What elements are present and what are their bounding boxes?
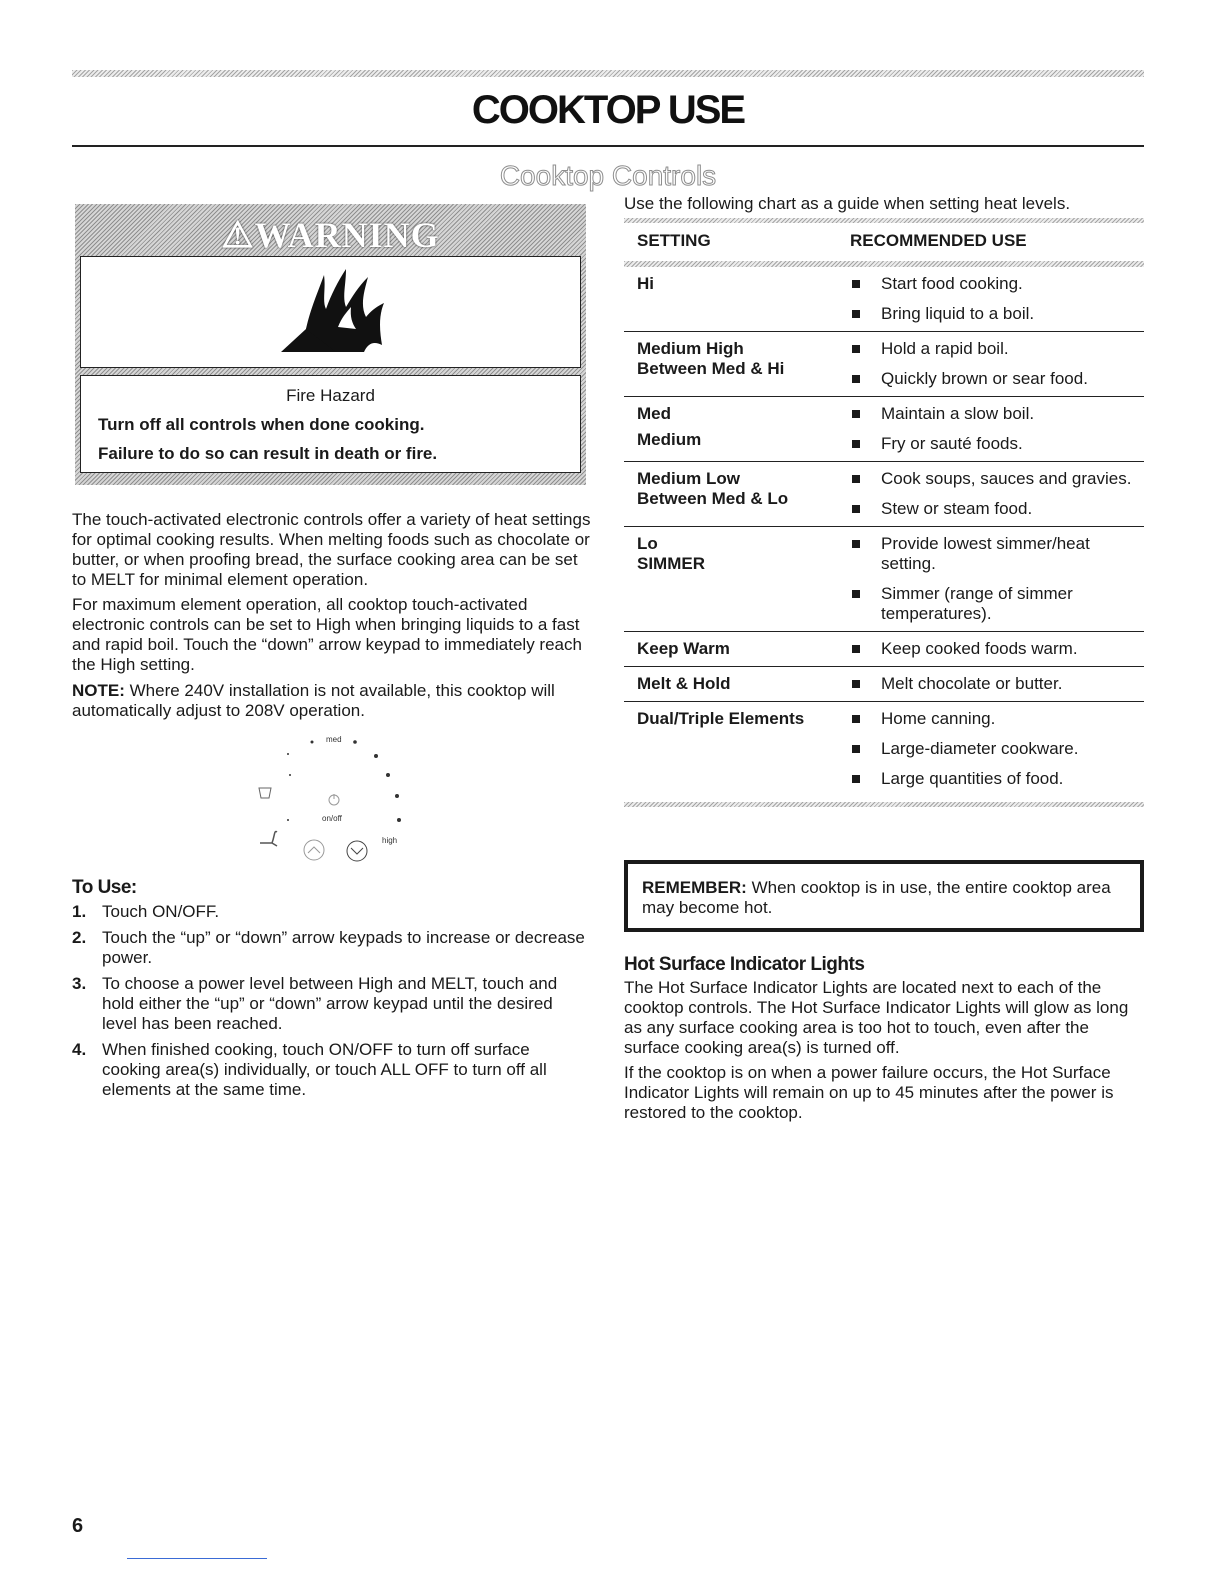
table-bottom-bar xyxy=(624,802,1144,807)
use-text: Bring liquid to a boil. xyxy=(881,304,1035,323)
setting-name: Med xyxy=(637,404,671,423)
step-text: Touch ON/OFF. xyxy=(102,902,220,921)
use-text: Cook soups, sauces and gravies. xyxy=(881,469,1132,488)
hazard-title: Fire Hazard xyxy=(286,386,375,405)
max-operation-paragraph: For maximum element operation, all cooktop touch-activated electronic controls can be set to High when bringing liquids to a fast and rapid boil. Touch the “down” arrow keypad to immediately reach the High setting. xyxy=(72,595,582,674)
step-text: Touch the “up” or “down” arrow keypads to increase or decrease power. xyxy=(102,928,585,967)
warning-icon-area xyxy=(80,256,581,368)
diagram-label-onoff: on/off xyxy=(322,814,342,823)
list-item xyxy=(72,902,592,922)
bullet-icon xyxy=(852,745,860,753)
table-row xyxy=(624,702,1144,796)
setting-name: Lo xyxy=(637,534,658,553)
bullet-icon xyxy=(852,590,860,598)
diagram-label-med: med xyxy=(326,735,342,744)
warning-text-area xyxy=(80,375,581,473)
note-paragraph xyxy=(72,681,592,721)
uses-cell xyxy=(850,469,1144,519)
use-item xyxy=(850,709,1144,729)
control-panel-diagram xyxy=(250,730,420,865)
use-text: Provide lowest simmer/heat setting. xyxy=(881,534,1090,573)
setting-alt-name: Between Med & Hi xyxy=(637,359,785,378)
uses-cell xyxy=(850,534,1144,624)
step-number: 3. xyxy=(72,974,87,993)
use-text: Quickly brown or sear food. xyxy=(881,369,1088,388)
setting-cell xyxy=(637,534,850,624)
use-item xyxy=(850,534,1144,574)
use-text: Fry or sauté foods. xyxy=(881,434,1023,453)
note-label: NOTE: xyxy=(72,681,125,700)
bullet-icon xyxy=(852,775,860,783)
melt-icon xyxy=(260,832,277,846)
bullet-icon xyxy=(852,280,860,288)
step-number: 1. xyxy=(72,902,87,921)
bullet-icon xyxy=(852,645,860,653)
bullet-icon xyxy=(852,505,860,513)
setting-cell xyxy=(637,639,850,659)
remember-callout xyxy=(624,860,1144,932)
list-item xyxy=(72,974,592,1034)
column-header-setting: SETTING xyxy=(637,231,711,250)
use-text: Start food cooking. xyxy=(881,274,1023,293)
bullet-icon xyxy=(852,475,860,483)
top-decorative-bar xyxy=(72,70,1144,77)
uses-cell xyxy=(850,339,1144,389)
setting-name: Dual/Triple Elements xyxy=(637,709,805,728)
table-header xyxy=(624,223,1144,261)
setting-cell xyxy=(637,709,850,789)
table-row xyxy=(624,527,1144,632)
power-icon xyxy=(329,794,339,805)
setting-cell xyxy=(637,339,850,389)
bullet-icon xyxy=(852,375,860,383)
setting-name: Melt & Hold xyxy=(637,674,731,693)
hot-surface-heading: Hot Surface Indicator Lights xyxy=(624,954,865,975)
bullet-icon xyxy=(852,410,860,418)
warning-header xyxy=(80,209,581,256)
setting-name: Medium High xyxy=(637,339,744,358)
setting-alt-name: Between Med & Lo xyxy=(637,489,789,508)
use-item xyxy=(850,739,1144,759)
use-item xyxy=(850,369,1144,389)
list-item xyxy=(72,928,592,968)
use-text: Stew or steam food. xyxy=(881,499,1033,518)
hot-surface-paragraph-2: If the cooktop is on when a power failure occurs, the Hot Surface Indicator Lights will remain on up to 45 minutes after the power is restored to the cooktop. xyxy=(624,1063,1114,1122)
remember-label: REMEMBER: xyxy=(642,878,747,897)
section-heading: Cooktop Controls xyxy=(499,160,717,191)
setting-cell xyxy=(637,404,850,454)
warning-box xyxy=(75,204,586,485)
use-text: Maintain a slow boil. xyxy=(881,404,1035,423)
pot-icon xyxy=(259,788,271,798)
use-item xyxy=(850,274,1144,294)
diagram-label-high: high xyxy=(382,836,398,845)
table-row xyxy=(624,267,1144,332)
use-text: Large quantities of food. xyxy=(881,769,1064,788)
uses-cell xyxy=(850,674,1144,694)
down-arrow-icon xyxy=(347,841,367,861)
use-item xyxy=(850,469,1144,489)
hot-surface-paragraph-1: The Hot Surface Indicator Lights are located next to each of the cooktop controls. The Hot Surface Indicator Lights will glow as long as any surface cooking area is too hot to touch, even after the surface cooking area(s) is turned off. xyxy=(624,978,1129,1057)
uses-cell xyxy=(850,709,1144,789)
use-text: Simmer (range of simmer temperatures). xyxy=(881,584,1073,623)
setting-alt-name: SIMMER xyxy=(637,554,705,573)
setting-alt-name: Medium xyxy=(637,430,702,449)
list-item xyxy=(72,1040,592,1100)
uses-cell xyxy=(850,404,1144,454)
warning-line-1: Turn off all controls when done cooking. xyxy=(98,415,425,434)
setting-name: Keep Warm xyxy=(637,639,730,658)
bullet-icon xyxy=(852,715,860,723)
use-text: Home canning. xyxy=(881,709,996,728)
warning-line-2: Failure to do so can result in death or fire. xyxy=(98,444,438,463)
use-text: Hold a rapid boil. xyxy=(881,339,1009,358)
bullet-icon xyxy=(852,540,860,548)
use-item xyxy=(850,404,1144,424)
to-use-heading: To Use: xyxy=(72,877,137,898)
chart-intro: Use the following chart as a guide when setting heat levels. xyxy=(624,194,1071,213)
step-text: To choose a power level between High and MELT, touch and hold either the “up” or “down” arrow keypad until the desired level has been reached. xyxy=(102,974,558,1033)
use-text: Melt chocolate or butter. xyxy=(881,674,1063,693)
warning-label: ⚠WARNING xyxy=(221,215,440,255)
warning-strip xyxy=(80,368,581,375)
up-arrow-icon xyxy=(304,840,324,860)
uses-cell xyxy=(850,274,1144,324)
table-row xyxy=(624,632,1144,667)
step-number: 2. xyxy=(72,928,87,947)
setting-name: Hi xyxy=(637,274,654,293)
use-item xyxy=(850,769,1144,789)
table-row xyxy=(624,332,1144,397)
use-item xyxy=(850,304,1144,324)
use-item xyxy=(850,499,1144,519)
use-item xyxy=(850,434,1144,454)
fire-icon xyxy=(276,267,391,357)
table-row xyxy=(624,667,1144,702)
table-row xyxy=(624,462,1144,527)
footer-line xyxy=(127,1558,267,1559)
use-item xyxy=(850,674,1144,694)
to-use-list xyxy=(72,902,592,1106)
uses-cell xyxy=(850,639,1144,659)
use-text: Large-diameter cookware. xyxy=(881,739,1079,758)
use-item xyxy=(850,584,1144,624)
remember-text: When cooktop is in use, the entire cooktop area may become hot. xyxy=(642,878,1111,917)
step-number: 4. xyxy=(72,1040,87,1059)
bullet-icon xyxy=(852,680,860,688)
column-header-recommended-use: RECOMMENDED USE xyxy=(850,231,1027,250)
page-title: COOKTOP USE xyxy=(471,88,745,132)
bullet-icon xyxy=(852,345,860,353)
heat-settings-table xyxy=(624,218,1144,807)
bullet-icon xyxy=(852,310,860,318)
note-text: Where 240V installation is not available, this cooktop will automatically adjust to 208V operation. xyxy=(72,681,555,720)
setting-cell xyxy=(637,274,850,324)
setting-cell xyxy=(637,674,850,694)
use-text: Keep cooked foods warm. xyxy=(881,639,1078,658)
bullet-icon xyxy=(852,440,860,448)
use-item xyxy=(850,339,1144,359)
use-item xyxy=(850,639,1144,659)
step-text: When finished cooking, touch ON/OFF to turn off surface cooking area(s) individually, or touch ALL OFF to turn off all elements at the same time. xyxy=(102,1040,547,1099)
intro-paragraph: The touch-activated electronic controls offer a variety of heat settings for optimal cooking results. When melting foods such as chocolate or butter, or when proofing bread, the surface cooking area can be set to MELT for minimal element operation. xyxy=(72,510,591,589)
page-number: 6 xyxy=(72,1515,84,1537)
table-row xyxy=(624,397,1144,462)
setting-cell xyxy=(637,469,850,519)
title-divider xyxy=(72,145,1144,147)
setting-name: Medium Low xyxy=(637,469,740,488)
